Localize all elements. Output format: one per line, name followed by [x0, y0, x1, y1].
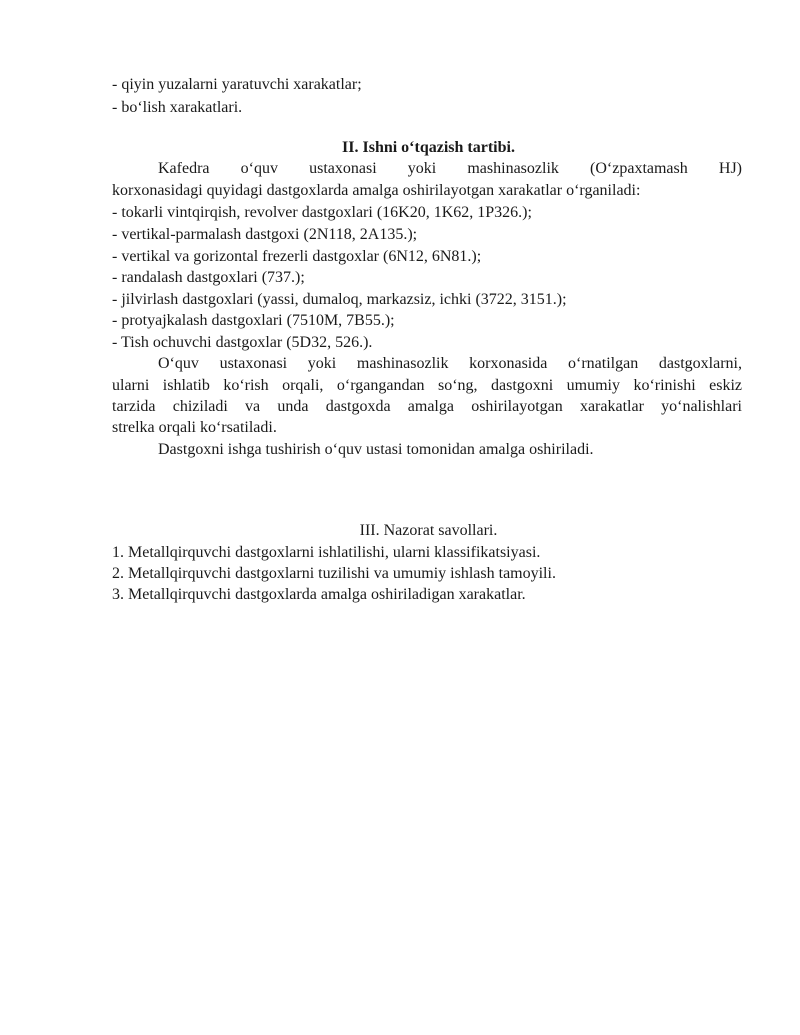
section2-intro-line: Kafedra o‘quv ustaxonasi yoki mashinasozlik (O‘zpaxtamash HJ) [158, 160, 742, 177]
machine-item: - vertikal-parmalash dastgoxi (2N118, 2A135.); [112, 226, 418, 243]
section2-paragraph-line: O‘quv ustaxonasi yoki mashinasozlik korxonasida o‘rnatilgan dastgoxlarni, [158, 355, 742, 372]
intro-item: - qiyin yuzalarni yaratuvchi xarakatlar; [112, 76, 362, 93]
section2-intro-line: korxonasidagi quyidagi dastgoxlarda amalga oshirilayotgan xarakatlar o‘rganiladi: [112, 182, 641, 199]
machine-item: - randalash dastgoxlari (737.); [112, 269, 305, 286]
machine-item: - jilvirlash dastgoxlari (yassi, dumaloq, markazsiz, ichki (3722, 3151.); [112, 291, 567, 308]
question-item: 2. Metallqirquvchi dastgoxlarni tuzilishi va umumiy ishlash tamoyili. [112, 565, 556, 582]
machine-item: - Tish ochuvchi dastgoxlar (5D32, 526.). [112, 334, 373, 351]
section2-closing: Dastgoxni ishga tushirish o‘quv ustasi tomonidan amalga oshiriladi. [158, 441, 594, 458]
section2-title: II. Ishni o‘tqazish tartibi. [342, 139, 515, 156]
question-item: 1. Metallqirquvchi dastgoxlarni ishlatilishi, ularni klassifikatsiyasi. [112, 544, 541, 561]
section3-title: III. Nazorat savollari. [359, 522, 498, 539]
machine-item: - protyajkalash dastgoxlari (7510M, 7B55.); [112, 312, 395, 329]
intro-item: - bo‘lish xarakatlari. [112, 99, 243, 116]
machine-item: - tokarli vintqirqish, revolver dastgoxlari (16K20, 1K62, 1P326.); [112, 204, 532, 221]
machine-item: - vertikal va gorizontal frezerli dastgoxlar (6N12, 6N81.); [112, 248, 482, 265]
section2-paragraph-line: tarzida chiziladi va unda dastgoxda amalga oshirilayotgan xarakatlar yo‘nalishlari [112, 398, 742, 415]
section2-paragraph-line: strelka orqali ko‘rsatiladi. [112, 419, 277, 436]
question-item: 3. Metallqirquvchi dastgoxlarda amalga oshiriladigan xarakatlar. [112, 586, 526, 603]
section2-paragraph-line: ularni ishlatib ko‘rish orqali, o‘rgangandan so‘ng, dastgoxni umumiy ko‘rinishi eskiz [112, 377, 742, 394]
